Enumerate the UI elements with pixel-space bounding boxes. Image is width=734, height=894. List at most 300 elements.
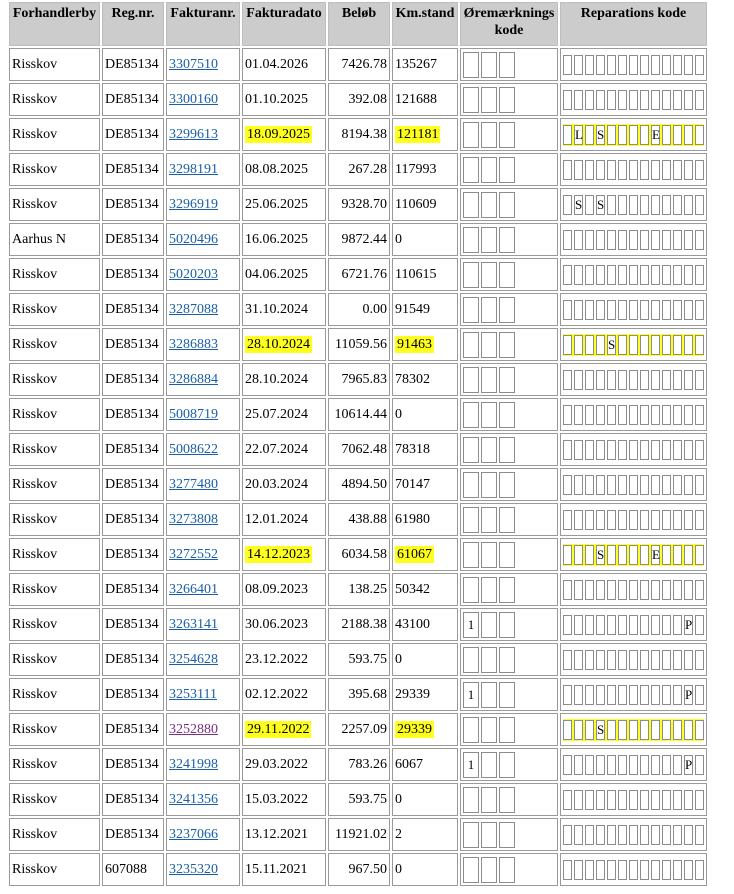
ear-code-box[interactable]: [499, 577, 515, 603]
repair-code-box[interactable]: [651, 860, 660, 880]
repair-code-box[interactable]: E: [651, 545, 660, 565]
ear-code-box[interactable]: [463, 472, 479, 498]
repair-code-box[interactable]: [651, 825, 660, 845]
repair-code-box[interactable]: [684, 230, 693, 250]
ear-code-box[interactable]: [463, 297, 479, 323]
repair-code-box[interactable]: [585, 790, 594, 810]
repair-code-box[interactable]: [585, 55, 594, 75]
repair-code-box[interactable]: [585, 125, 594, 145]
repair-code-box[interactable]: [640, 510, 649, 530]
repair-code-box[interactable]: [574, 545, 583, 565]
repair-code-box[interactable]: [695, 510, 704, 530]
repair-code-box[interactable]: [563, 545, 572, 565]
repair-code-box[interactable]: [563, 405, 572, 425]
repair-code-box[interactable]: [596, 580, 605, 600]
repair-code-box[interactable]: [618, 230, 627, 250]
repair-code-box[interactable]: [596, 335, 605, 355]
repair-code-box[interactable]: P: [684, 685, 693, 705]
repair-code-box[interactable]: [585, 825, 594, 845]
ear-code-box[interactable]: [463, 227, 479, 253]
repair-code-box[interactable]: [695, 650, 704, 670]
repair-code-box[interactable]: [629, 125, 638, 145]
ear-code-box[interactable]: [463, 717, 479, 743]
repair-code-box[interactable]: [640, 615, 649, 635]
repair-code-box[interactable]: [585, 860, 594, 880]
repair-code-box[interactable]: [596, 370, 605, 390]
repair-code-box[interactable]: [695, 195, 704, 215]
ear-code-box[interactable]: [499, 752, 515, 778]
repair-code-box[interactable]: [574, 265, 583, 285]
repair-code-box[interactable]: [673, 265, 682, 285]
ear-code-box[interactable]: [463, 822, 479, 848]
ear-code-box[interactable]: [481, 192, 497, 218]
repair-code-box[interactable]: [640, 265, 649, 285]
repair-code-box[interactable]: [662, 510, 671, 530]
repair-code-box[interactable]: [563, 860, 572, 880]
repair-code-box[interactable]: [585, 230, 594, 250]
repair-code-box[interactable]: [673, 755, 682, 775]
repair-code-box[interactable]: [563, 230, 572, 250]
repair-code-box[interactable]: [684, 860, 693, 880]
ear-code-box[interactable]: [499, 507, 515, 533]
repair-code-box[interactable]: [651, 650, 660, 670]
repair-code-box[interactable]: [618, 55, 627, 75]
repair-code-box[interactable]: [629, 230, 638, 250]
repair-code-box[interactable]: [563, 790, 572, 810]
repair-code-box[interactable]: [563, 475, 572, 495]
repair-code-box[interactable]: S: [574, 195, 583, 215]
repair-code-box[interactable]: [596, 55, 605, 75]
ear-code-box[interactable]: [463, 192, 479, 218]
repair-code-box[interactable]: [695, 825, 704, 845]
repair-code-box[interactable]: [629, 90, 638, 110]
repair-code-box[interactable]: [640, 650, 649, 670]
repair-code-box[interactable]: [607, 580, 616, 600]
repair-code-box[interactable]: [662, 160, 671, 180]
repair-code-box[interactable]: [651, 685, 660, 705]
repair-code-box[interactable]: S: [596, 545, 605, 565]
ear-code-box[interactable]: [463, 157, 479, 183]
repair-code-box[interactable]: [585, 90, 594, 110]
ear-code-box[interactable]: 1: [463, 752, 479, 778]
repair-code-box[interactable]: [695, 790, 704, 810]
repair-code-box[interactable]: [563, 650, 572, 670]
ear-code-box[interactable]: [481, 647, 497, 673]
repair-code-box[interactable]: [585, 755, 594, 775]
repair-code-box[interactable]: [574, 405, 583, 425]
repair-code-box[interactable]: [574, 860, 583, 880]
repair-code-box[interactable]: [585, 720, 594, 740]
repair-code-box[interactable]: [651, 720, 660, 740]
repair-code-box[interactable]: [695, 265, 704, 285]
repair-code-box[interactable]: [662, 230, 671, 250]
repair-code-box[interactable]: [684, 160, 693, 180]
repair-code-box[interactable]: [574, 160, 583, 180]
repair-code-box[interactable]: [651, 475, 660, 495]
repair-code-box[interactable]: [673, 160, 682, 180]
ear-code-box[interactable]: [481, 682, 497, 708]
repair-code-box[interactable]: [596, 790, 605, 810]
repair-code-box[interactable]: [596, 860, 605, 880]
repair-code-box[interactable]: [618, 685, 627, 705]
repair-code-box[interactable]: [695, 755, 704, 775]
invoice-link[interactable]: 3286883: [169, 336, 218, 352]
repair-code-box[interactable]: [585, 195, 594, 215]
repair-code-box[interactable]: [695, 370, 704, 390]
repair-code-box[interactable]: [673, 335, 682, 355]
repair-code-box[interactable]: [695, 685, 704, 705]
repair-code-box[interactable]: [640, 860, 649, 880]
repair-code-box[interactable]: [574, 790, 583, 810]
ear-code-box[interactable]: [499, 87, 515, 113]
ear-code-box[interactable]: [499, 437, 515, 463]
repair-code-box[interactable]: [629, 755, 638, 775]
repair-code-box[interactable]: [607, 685, 616, 705]
invoice-link[interactable]: 3299613: [169, 126, 218, 142]
repair-code-box[interactable]: [563, 615, 572, 635]
repair-code-box[interactable]: [618, 440, 627, 460]
repair-code-box[interactable]: [695, 125, 704, 145]
repair-code-box[interactable]: [684, 650, 693, 670]
repair-code-box[interactable]: [574, 335, 583, 355]
repair-code-box[interactable]: [618, 755, 627, 775]
repair-code-box[interactable]: [629, 370, 638, 390]
repair-code-box[interactable]: [662, 125, 671, 145]
repair-code-box[interactable]: [585, 300, 594, 320]
repair-code-box[interactable]: [640, 475, 649, 495]
repair-code-box[interactable]: [640, 440, 649, 460]
ear-code-box[interactable]: [463, 402, 479, 428]
repair-code-box[interactable]: [618, 265, 627, 285]
repair-code-box[interactable]: [651, 265, 660, 285]
repair-code-box[interactable]: [563, 720, 572, 740]
repair-code-box[interactable]: [640, 300, 649, 320]
ear-code-box[interactable]: [463, 332, 479, 358]
repair-code-box[interactable]: [651, 335, 660, 355]
repair-code-box[interactable]: [651, 55, 660, 75]
repair-code-box[interactable]: [629, 265, 638, 285]
ear-code-box[interactable]: [463, 577, 479, 603]
repair-code-box[interactable]: [673, 825, 682, 845]
ear-code-box[interactable]: [463, 647, 479, 673]
repair-code-box[interactable]: [563, 55, 572, 75]
repair-code-box[interactable]: [563, 685, 572, 705]
repair-code-box[interactable]: [684, 790, 693, 810]
repair-code-box[interactable]: [684, 335, 693, 355]
repair-code-box[interactable]: [618, 475, 627, 495]
repair-code-box[interactable]: [596, 685, 605, 705]
repair-code-box[interactable]: [662, 545, 671, 565]
repair-code-box[interactable]: [673, 510, 682, 530]
repair-code-box[interactable]: [607, 825, 616, 845]
repair-code-box[interactable]: [662, 650, 671, 670]
ear-code-box[interactable]: [463, 857, 479, 883]
repair-code-box[interactable]: [684, 370, 693, 390]
ear-code-box[interactable]: [499, 52, 515, 78]
repair-code-box[interactable]: [629, 335, 638, 355]
repair-code-box[interactable]: [585, 335, 594, 355]
repair-code-box[interactable]: [662, 300, 671, 320]
repair-code-box[interactable]: [618, 825, 627, 845]
repair-code-box[interactable]: [574, 440, 583, 460]
repair-code-box[interactable]: [618, 650, 627, 670]
invoice-link[interactable]: 3300160: [169, 91, 218, 107]
repair-code-box[interactable]: [673, 125, 682, 145]
ear-code-box[interactable]: [481, 822, 497, 848]
repair-code-box[interactable]: [607, 160, 616, 180]
ear-code-box[interactable]: [463, 437, 479, 463]
repair-code-box[interactable]: [596, 650, 605, 670]
repair-code-box[interactable]: [607, 55, 616, 75]
repair-code-box[interactable]: [684, 300, 693, 320]
repair-code-box[interactable]: [618, 160, 627, 180]
repair-code-box[interactable]: [563, 125, 572, 145]
ear-code-box[interactable]: [481, 367, 497, 393]
repair-code-box[interactable]: [618, 125, 627, 145]
repair-code-box[interactable]: [585, 510, 594, 530]
repair-code-box[interactable]: [585, 685, 594, 705]
ear-code-box[interactable]: [463, 787, 479, 813]
repair-code-box[interactable]: [662, 580, 671, 600]
repair-code-box[interactable]: [673, 230, 682, 250]
invoice-link[interactable]: 3266401: [169, 581, 218, 597]
repair-code-box[interactable]: [629, 300, 638, 320]
repair-code-box[interactable]: [596, 475, 605, 495]
repair-code-box[interactable]: [629, 860, 638, 880]
repair-code-box[interactable]: [629, 720, 638, 740]
repair-code-box[interactable]: [695, 580, 704, 600]
repair-code-box[interactable]: [607, 300, 616, 320]
repair-code-box[interactable]: [684, 545, 693, 565]
repair-code-box[interactable]: E: [651, 125, 660, 145]
repair-code-box[interactable]: S: [607, 335, 616, 355]
repair-code-box[interactable]: [629, 160, 638, 180]
ear-code-box[interactable]: [481, 332, 497, 358]
invoice-link[interactable]: 3241356: [169, 791, 218, 807]
repair-code-box[interactable]: [585, 475, 594, 495]
repair-code-box[interactable]: [662, 335, 671, 355]
repair-code-box[interactable]: [695, 475, 704, 495]
repair-code-box[interactable]: [629, 55, 638, 75]
repair-code-box[interactable]: [563, 440, 572, 460]
repair-code-box[interactable]: [662, 195, 671, 215]
repair-code-box[interactable]: [618, 720, 627, 740]
ear-code-box[interactable]: [499, 367, 515, 393]
repair-code-box[interactable]: [585, 440, 594, 460]
invoice-link[interactable]: 5008622: [169, 441, 218, 457]
repair-code-box[interactable]: [563, 510, 572, 530]
repair-code-box[interactable]: [585, 405, 594, 425]
repair-code-box[interactable]: L: [574, 125, 583, 145]
repair-code-box[interactable]: [662, 475, 671, 495]
repair-code-box[interactable]: [684, 510, 693, 530]
repair-code-box[interactable]: [673, 545, 682, 565]
repair-code-box[interactable]: [673, 685, 682, 705]
ear-code-box[interactable]: 1: [463, 682, 479, 708]
repair-code-box[interactable]: [607, 650, 616, 670]
repair-code-box[interactable]: [574, 755, 583, 775]
ear-code-box[interactable]: 1: [463, 612, 479, 638]
repair-code-box[interactable]: [607, 440, 616, 460]
repair-code-box[interactable]: [684, 195, 693, 215]
ear-code-box[interactable]: [499, 402, 515, 428]
repair-code-box[interactable]: [673, 615, 682, 635]
invoice-link[interactable]: 3241998: [169, 756, 218, 772]
repair-code-box[interactable]: [673, 790, 682, 810]
ear-code-box[interactable]: [481, 157, 497, 183]
repair-code-box[interactable]: [640, 160, 649, 180]
repair-code-box[interactable]: [673, 90, 682, 110]
repair-code-box[interactable]: [640, 755, 649, 775]
repair-code-box[interactable]: [574, 510, 583, 530]
invoice-link[interactable]: 3277480: [169, 476, 218, 492]
repair-code-box[interactable]: [684, 265, 693, 285]
ear-code-box[interactable]: [481, 542, 497, 568]
repair-code-box[interactable]: [585, 580, 594, 600]
ear-code-box[interactable]: [499, 647, 515, 673]
ear-code-box[interactable]: [499, 297, 515, 323]
repair-code-box[interactable]: [607, 545, 616, 565]
invoice-link[interactable]: 3287088: [169, 301, 218, 317]
repair-code-box[interactable]: [673, 475, 682, 495]
repair-code-box[interactable]: [574, 615, 583, 635]
ear-code-box[interactable]: [481, 122, 497, 148]
repair-code-box[interactable]: [618, 615, 627, 635]
ear-code-box[interactable]: [499, 157, 515, 183]
repair-code-box[interactable]: [607, 475, 616, 495]
repair-code-box[interactable]: [662, 755, 671, 775]
repair-code-box[interactable]: [695, 440, 704, 460]
repair-code-box[interactable]: [695, 545, 704, 565]
ear-code-box[interactable]: [481, 52, 497, 78]
repair-code-box[interactable]: [629, 580, 638, 600]
repair-code-box[interactable]: [629, 195, 638, 215]
repair-code-box[interactable]: [596, 510, 605, 530]
repair-code-box[interactable]: [673, 860, 682, 880]
repair-code-box[interactable]: [618, 545, 627, 565]
repair-code-box[interactable]: [618, 580, 627, 600]
repair-code-box[interactable]: [673, 720, 682, 740]
repair-code-box[interactable]: [585, 650, 594, 670]
repair-code-box[interactable]: [596, 230, 605, 250]
ear-code-box[interactable]: [463, 507, 479, 533]
invoice-link[interactable]: 3263141: [169, 616, 218, 632]
ear-code-box[interactable]: [499, 612, 515, 638]
repair-code-box[interactable]: [662, 405, 671, 425]
repair-code-box[interactable]: [574, 300, 583, 320]
repair-code-box[interactable]: [684, 90, 693, 110]
repair-code-box[interactable]: [629, 685, 638, 705]
repair-code-box[interactable]: [640, 580, 649, 600]
repair-code-box[interactable]: [618, 195, 627, 215]
repair-code-box[interactable]: [651, 405, 660, 425]
ear-code-box[interactable]: [481, 437, 497, 463]
repair-code-box[interactable]: [673, 370, 682, 390]
repair-code-box[interactable]: [673, 405, 682, 425]
repair-code-box[interactable]: [563, 825, 572, 845]
repair-code-box[interactable]: [574, 650, 583, 670]
repair-code-box[interactable]: [662, 825, 671, 845]
ear-code-box[interactable]: [463, 52, 479, 78]
repair-code-box[interactable]: [695, 300, 704, 320]
ear-code-box[interactable]: [499, 262, 515, 288]
repair-code-box[interactable]: [563, 300, 572, 320]
ear-code-box[interactable]: [481, 87, 497, 113]
repair-code-box[interactable]: [607, 860, 616, 880]
repair-code-box[interactable]: [607, 615, 616, 635]
repair-code-box[interactable]: [629, 405, 638, 425]
repair-code-box[interactable]: [651, 790, 660, 810]
ear-code-box[interactable]: [481, 297, 497, 323]
repair-code-box[interactable]: [673, 650, 682, 670]
repair-code-box[interactable]: [585, 545, 594, 565]
repair-code-box[interactable]: S: [596, 720, 605, 740]
repair-code-box[interactable]: [673, 195, 682, 215]
repair-code-box[interactable]: [618, 90, 627, 110]
invoice-link[interactable]: 3235320: [169, 861, 218, 877]
repair-code-box[interactable]: [662, 370, 671, 390]
repair-code-box[interactable]: [640, 405, 649, 425]
ear-code-box[interactable]: [481, 857, 497, 883]
repair-code-box[interactable]: [607, 125, 616, 145]
repair-code-box[interactable]: [563, 370, 572, 390]
invoice-link[interactable]: 3252880: [169, 721, 218, 737]
repair-code-box[interactable]: P: [684, 615, 693, 635]
ear-code-box[interactable]: [499, 122, 515, 148]
repair-code-box[interactable]: [640, 790, 649, 810]
repair-code-box[interactable]: [629, 615, 638, 635]
repair-code-box[interactable]: [673, 300, 682, 320]
ear-code-box[interactable]: [499, 472, 515, 498]
repair-code-box[interactable]: [574, 55, 583, 75]
ear-code-box[interactable]: [481, 507, 497, 533]
repair-code-box[interactable]: [563, 335, 572, 355]
repair-code-box[interactable]: [684, 55, 693, 75]
ear-code-box[interactable]: [499, 542, 515, 568]
repair-code-box[interactable]: [662, 720, 671, 740]
ear-code-box[interactable]: [481, 787, 497, 813]
repair-code-box[interactable]: [574, 825, 583, 845]
repair-code-box[interactable]: [607, 195, 616, 215]
invoice-link[interactable]: 3296919: [169, 196, 218, 212]
repair-code-box[interactable]: [585, 615, 594, 635]
repair-code-box[interactable]: [596, 300, 605, 320]
ear-code-box[interactable]: [481, 717, 497, 743]
repair-code-box[interactable]: [596, 615, 605, 635]
repair-code-box[interactable]: [662, 55, 671, 75]
ear-code-box[interactable]: [481, 612, 497, 638]
repair-code-box[interactable]: [607, 230, 616, 250]
repair-code-box[interactable]: [662, 440, 671, 460]
repair-code-box[interactable]: [651, 580, 660, 600]
ear-code-box[interactable]: [499, 717, 515, 743]
repair-code-box[interactable]: [684, 720, 693, 740]
repair-code-box[interactable]: [695, 230, 704, 250]
repair-code-box[interactable]: [607, 755, 616, 775]
repair-code-box[interactable]: [640, 55, 649, 75]
repair-code-box[interactable]: [629, 440, 638, 460]
repair-code-box[interactable]: [662, 685, 671, 705]
ear-code-box[interactable]: [499, 822, 515, 848]
repair-code-box[interactable]: [684, 825, 693, 845]
ear-code-box[interactable]: [463, 367, 479, 393]
ear-code-box[interactable]: [499, 332, 515, 358]
repair-code-box[interactable]: [574, 685, 583, 705]
repair-code-box[interactable]: [618, 510, 627, 530]
repair-code-box[interactable]: [585, 265, 594, 285]
repair-code-box[interactable]: [563, 580, 572, 600]
repair-code-box[interactable]: [574, 370, 583, 390]
